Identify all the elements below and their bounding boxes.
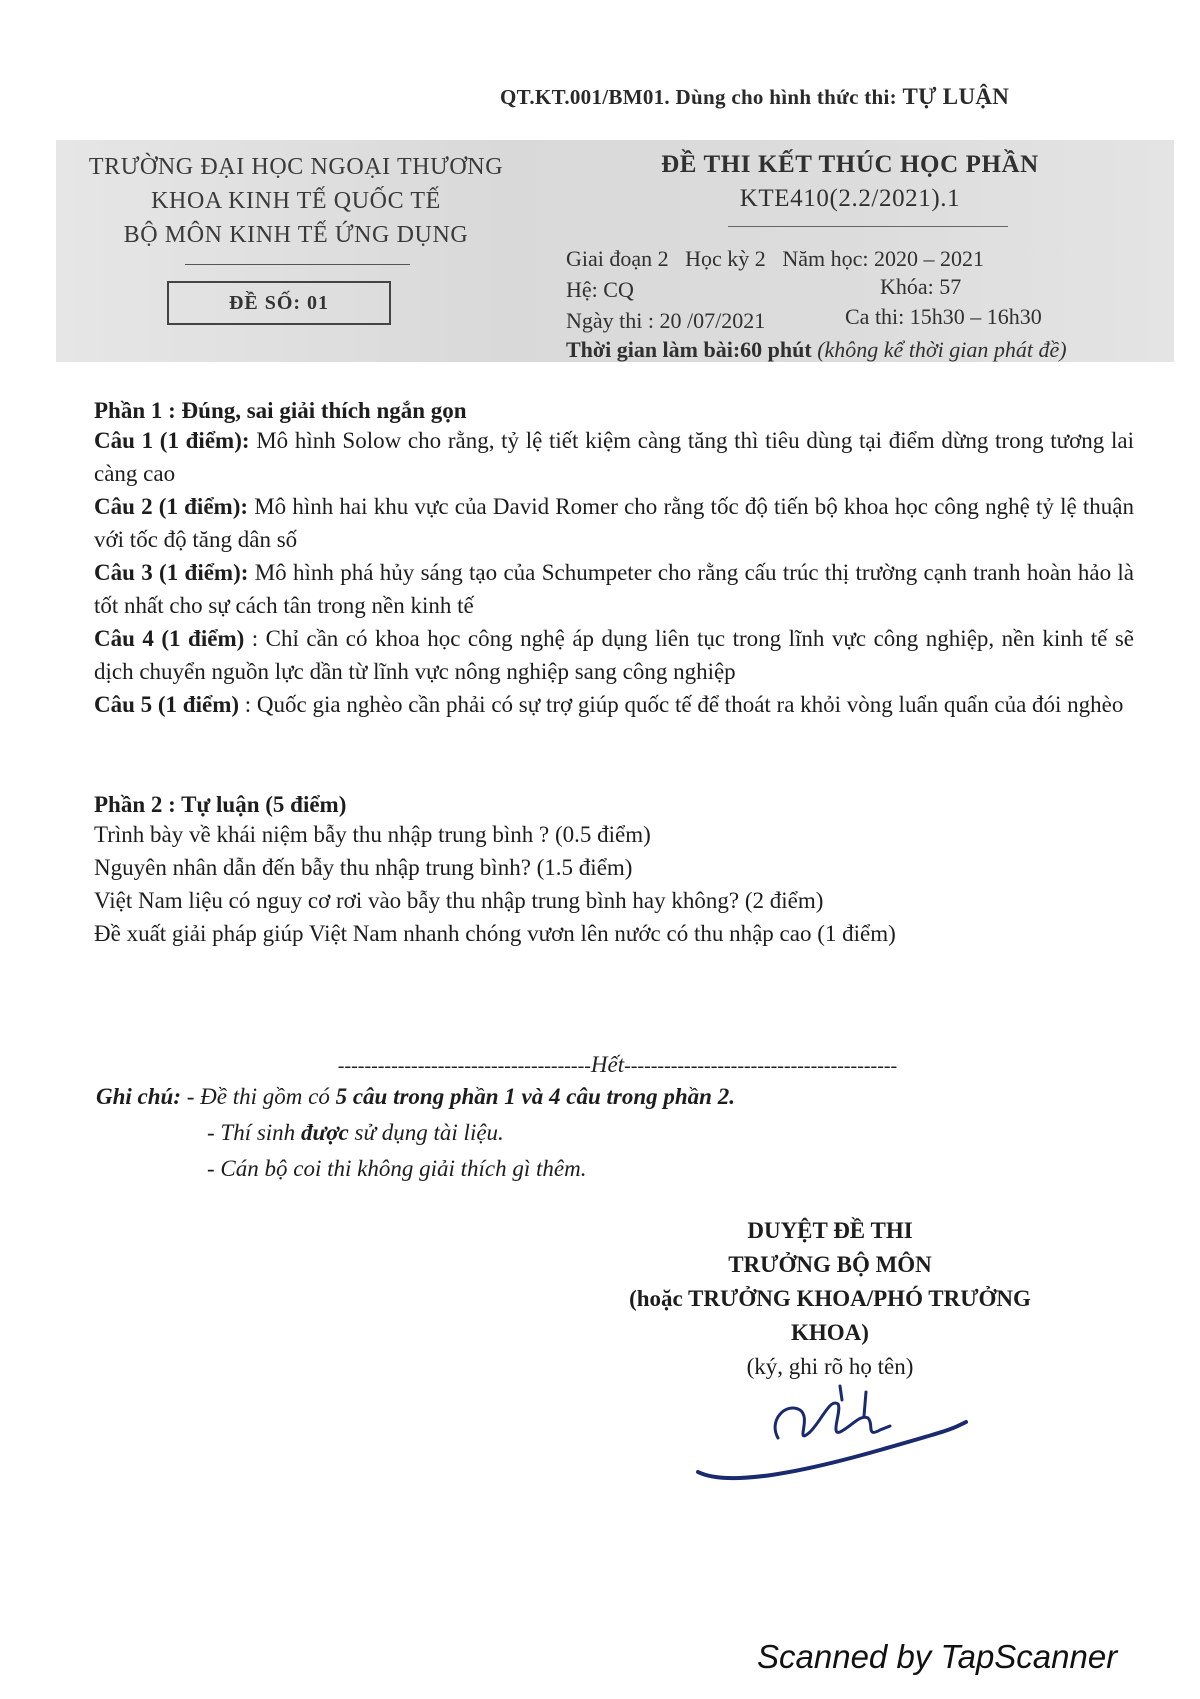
exam-title: ĐỀ THI KẾT THÚC HỌC PHẦN — [661, 151, 1039, 178]
signature — [690, 1380, 980, 1490]
meta-row-1 — [566, 246, 984, 272]
part2 — [94, 792, 1134, 950]
note-2-bold: được — [300, 1120, 349, 1145]
exam-phase: Giai đoạn 2 — [566, 246, 669, 271]
exam-year: 2020 – 2021 — [873, 246, 984, 271]
question-5-text: : Quốc gia nghèo cần phải có sự trợ giúp quốc tế để thoát ra khỏi vòng luẩn quẩn của đói nghèo — [239, 692, 1124, 717]
exam-title-block — [580, 148, 1120, 216]
note-line-1 — [96, 1084, 735, 1110]
form-code — [500, 84, 1120, 110]
part1-title: Phần 1 : Đúng, sai giải thích ngắn gọn — [94, 398, 467, 423]
exam-course-label: Khóa: — [880, 274, 934, 299]
question-3-text: Mô hình phá hủy sáng tạo của Schumpeter cho rằng cấu trúc thị trường cạnh tranh hoàn hảo là tốt nhất cho sự cách tân trong nền kinh tế — [94, 560, 1134, 618]
note-line-2 — [207, 1120, 504, 1146]
approval-title: DUYỆT ĐỀ THI — [747, 1218, 913, 1243]
school-divider — [185, 264, 410, 265]
faculty-name: KHOA KINH TẾ QUỐC TẾ — [151, 188, 441, 214]
meta-row-2 — [566, 277, 634, 303]
question-5-label: Câu 5 (1 điểm) — [94, 692, 240, 717]
question-5 — [94, 688, 1134, 721]
note-1-prefix: - Đề thi gồm có — [181, 1084, 336, 1109]
question-1 — [94, 424, 1134, 490]
form-code-id: QT.KT.001/BM01. — [500, 85, 670, 109]
meta-row-4 — [566, 337, 1067, 363]
question-3 — [94, 556, 1134, 622]
essay-question-1: Trình bày về khái niệm bẫy thu nhập trung bình ? (0.5 điểm) — [94, 822, 651, 847]
part2-title: Phần 2 : Tự luận (5 điểm) — [94, 792, 347, 817]
note-2-prefix: - Thí sinh — [207, 1120, 301, 1145]
exam-shift-label: Ca thi: — [845, 304, 905, 329]
end-marker — [235, 1052, 1000, 1078]
department-name: BỘ MÔN KINH TẾ ỨNG DỤNG — [123, 222, 469, 248]
approval-role: TRƯỞNG BỘ MÔN — [728, 1252, 932, 1277]
exam-date: 20 /07/2021 — [659, 308, 766, 333]
note-1-bold: 5 câu trong phần 1 và 4 câu trong phần 2. — [335, 1084, 735, 1109]
exam-system-label: Hệ: — [566, 277, 598, 302]
form-code-value: TỰ LUẬN — [902, 84, 1010, 109]
end-dashes-right: ----------------------------------------- — [624, 1055, 898, 1077]
meta-shift — [845, 304, 1042, 330]
exam-divider — [728, 226, 1008, 227]
question-2-text: Mô hình hai khu vực của David Romer cho rằng tốc độ tiến bộ khoa học công nghệ tỷ lệ thuận với tốc độ tăng dân số — [94, 494, 1134, 552]
part1 — [94, 398, 1134, 721]
approval-instruction: (ký, ghi rõ họ tên) — [746, 1354, 914, 1379]
exam-number-box: ĐỀ SỐ: 01 — [167, 281, 391, 325]
essay-question-2: Nguyên nhân dẫn đến bẫy thu nhập trung bình? (1.5 điểm) — [94, 855, 633, 880]
note-label: Ghi chú: — [96, 1084, 181, 1109]
end-dashes-left: -------------------------------------- — [337, 1055, 591, 1077]
form-code-label: Dùng cho hình thức thi: — [675, 85, 897, 109]
exam-year-label: Năm học: — [782, 246, 869, 271]
question-2 — [94, 490, 1134, 556]
question-3-label: Câu 3 (1 điểm): — [94, 560, 249, 585]
exam-code: KTE410(2.2/2021).1 — [739, 185, 961, 212]
exam-shift: 15h30 – 16h30 — [909, 304, 1042, 329]
essay-question-3: Việt Nam liệu có nguy cơ rơi vào bẫy thu nhập trung bình hay không? (2 điểm) — [94, 888, 824, 913]
note-2-suffix: sử dụng tài liệu. — [348, 1120, 504, 1145]
approval-role-alt-end: KHOA) — [791, 1320, 869, 1345]
end-label: Hết — [590, 1052, 625, 1077]
approval-block — [570, 1214, 1090, 1384]
note-line-3: - Cán bộ coi thi không giải thích gì thêm. — [207, 1156, 587, 1181]
meta-row-3 — [566, 308, 765, 334]
question-4-label: Câu 4 (1 điểm) — [94, 626, 245, 651]
exam-semester: Học kỳ 2 — [685, 246, 766, 271]
exam-date-label: Ngày thi : — [566, 308, 654, 333]
school-name: TRƯỜNG ĐẠI HỌC NGOẠI THƯƠNG — [88, 154, 504, 180]
exam-course: 57 — [939, 274, 962, 299]
question-4 — [94, 622, 1134, 688]
exam-duration-note: (không kể thời gian phát đề) — [817, 337, 1067, 362]
question-1-label: Câu 1 (1 điểm): — [94, 428, 250, 453]
exam-duration: Thời gian làm bài:60 phút — [566, 337, 812, 362]
approval-role-alt: (hoặc TRƯỞNG KHOA/PHÓ TRƯỞNG — [629, 1286, 1031, 1311]
question-4-text: : Chỉ cần có khoa học công nghệ áp dụng liên tục trong lĩnh vực công nghiệp, nền kinh tế sẽ dịch chuyển nguồn lực dần từ lĩnh vực nông nghiệp sang công nghiệp — [94, 626, 1134, 684]
question-2-label: Câu 2 (1 điểm): — [94, 494, 249, 519]
school-block — [56, 150, 536, 252]
scanner-watermark: Scanned by TapScanner — [757, 1638, 1118, 1675]
meta-course — [880, 274, 961, 300]
question-1-text: Mô hình Solow cho rằng, tỷ lệ tiết kiệm càng tăng thì tiêu dùng tại điểm dừng trong tương lai càng cao — [94, 428, 1134, 486]
essay-question-4: Đề xuất giải pháp giúp Việt Nam nhanh chóng vươn lên nước có thu nhập cao (1 điểm) — [94, 921, 896, 946]
exam-system: CQ — [603, 277, 634, 302]
